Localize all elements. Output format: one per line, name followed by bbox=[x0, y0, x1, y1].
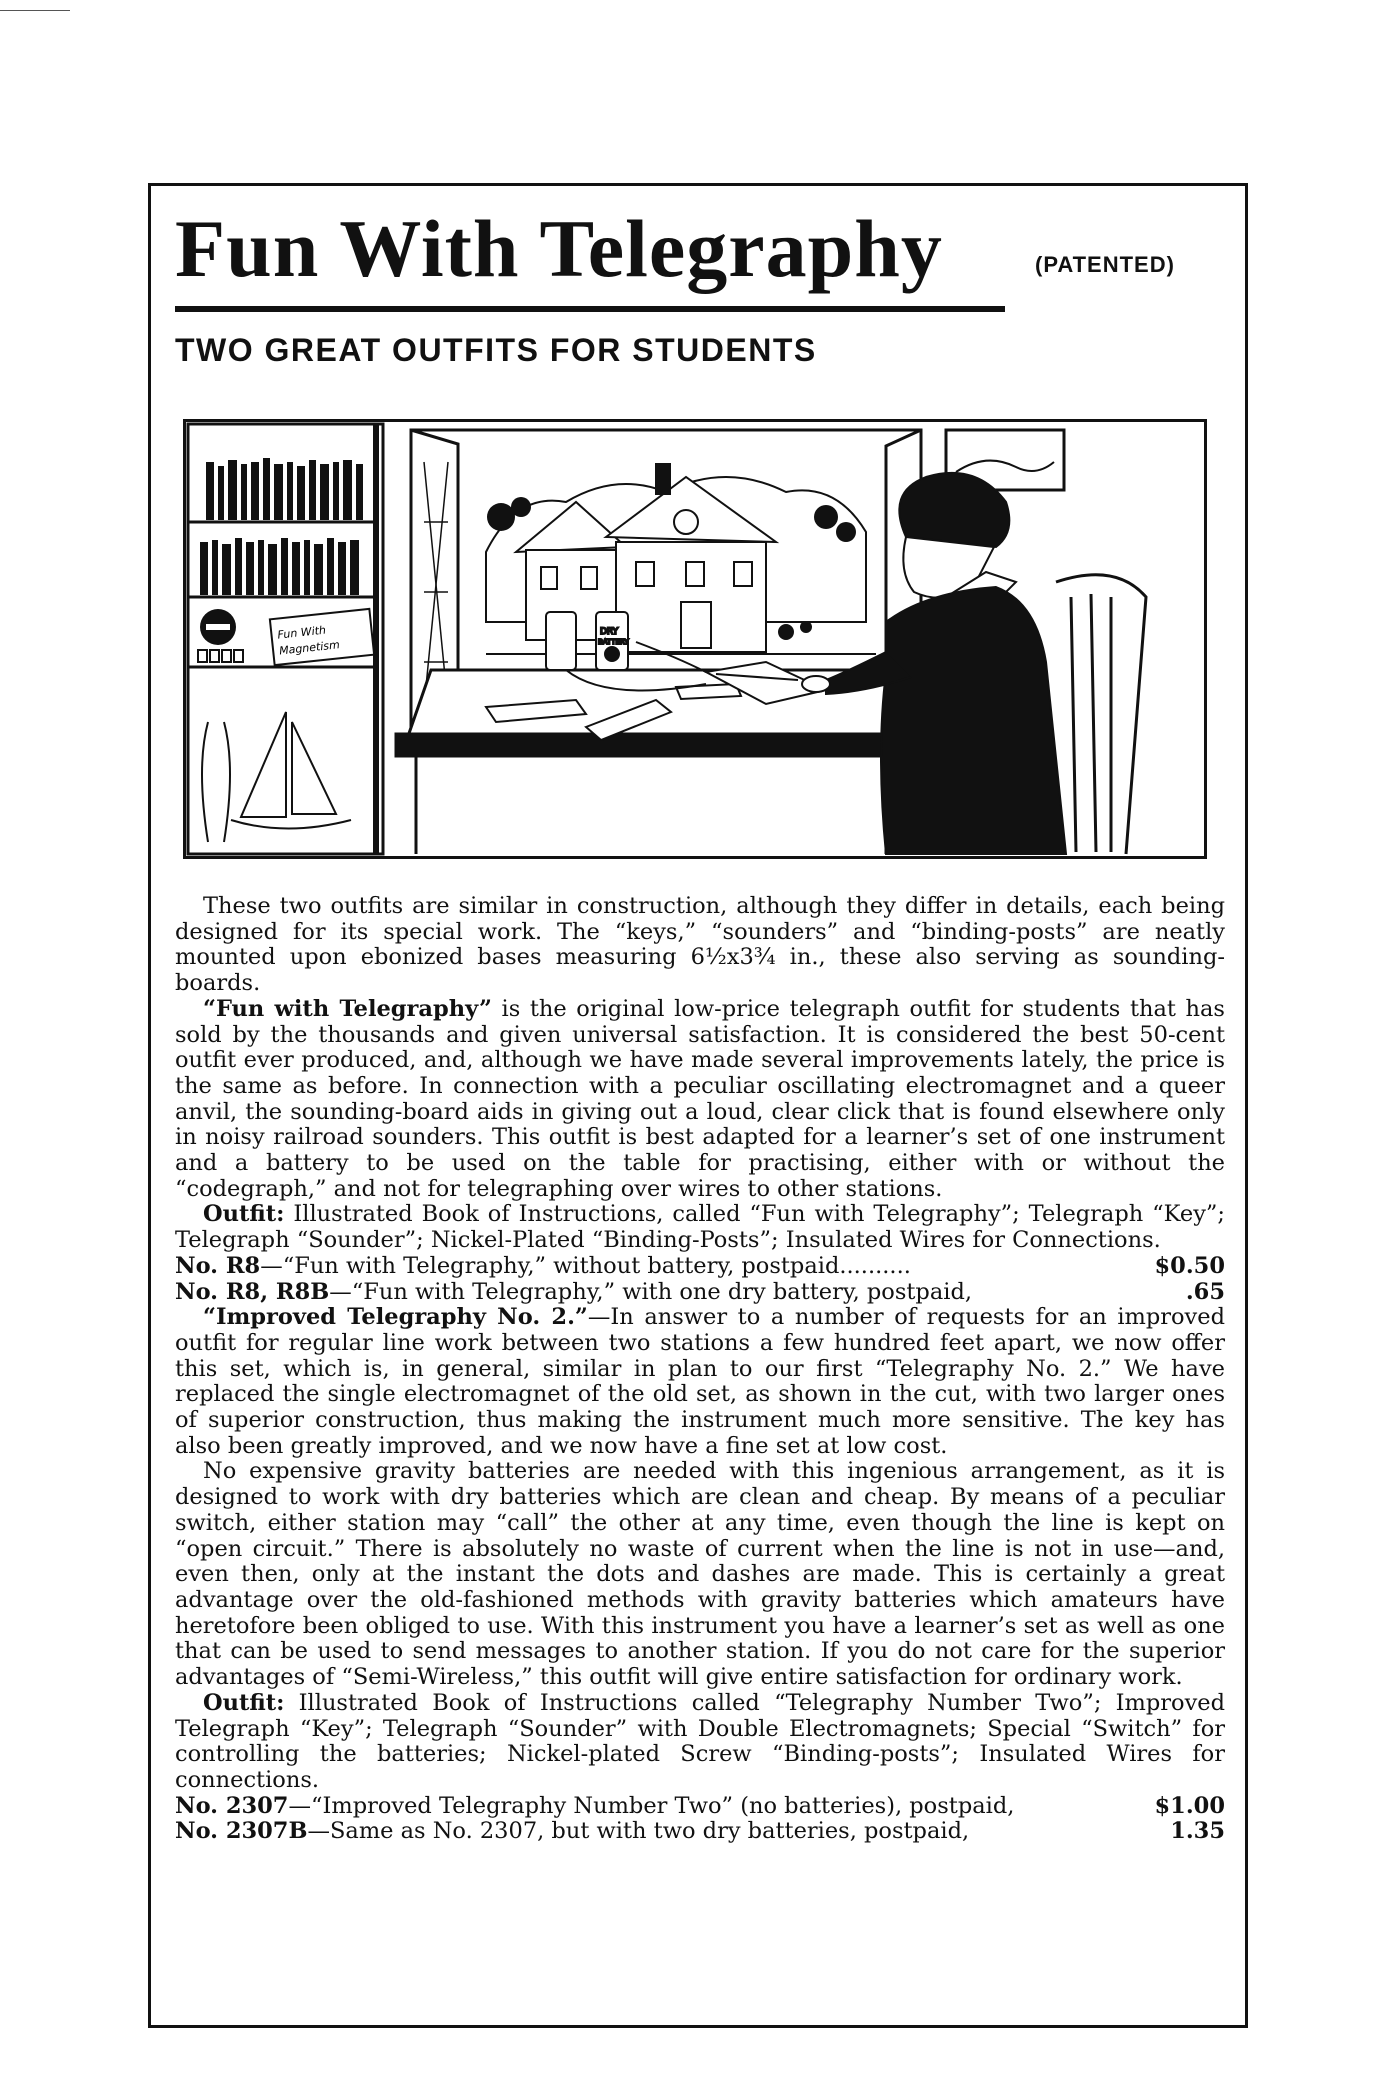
battery-paragraph: No expensive gravity batteries are needed with this ingenious arrangement, as it is designed to work with dry batteries which are clean and cheap. By means of a peculiar switch, either station may “call” the other at any time, even though the line is kept on “open circuit.” There is absolutely no waste of current when the line is not in use—and, even then, only at the instant the dots and dashes are made. This is certainly a great advantage over the old-fashioned methods with gravity batteries which amateurs have heretofore been obliged to use. With this instrument you have a learner’s set as well as one that can be used to send messages to another station. If you do not care for the superior advantages of “Semi-Wireless,” this outfit will give entire satisfaction for ordinary work. bbox=[175, 1458, 1225, 1691]
fun-with-telegraphy-lead: “Fun with Telegraphy” bbox=[203, 995, 492, 1022]
order-2307b-price: 1.35 bbox=[1170, 1818, 1225, 1845]
chair bbox=[1056, 575, 1146, 854]
outfit-2-lead: Outfit: bbox=[203, 1689, 285, 1716]
order-2307-price: $1.00 bbox=[1154, 1792, 1225, 1819]
subheadline: TWO GREAT OUTFITS FOR STUDENTS bbox=[175, 332, 817, 368]
outfit-1-lead: Outfit: bbox=[203, 1201, 285, 1228]
model-sailboat bbox=[202, 712, 351, 842]
books-top-shelf bbox=[206, 458, 363, 520]
intro-paragraph: These two outfits are similar in construction, although they differ in details, each being designed for its special work. The “keys,” “sounders” and “binding-posts” are neatly mounted upon ebonized bases measuring 6½x3¾ in., these also serving as sounding-boards. bbox=[175, 893, 1225, 997]
books-middle-shelf bbox=[200, 538, 359, 595]
page-edge-mark bbox=[0, 10, 70, 11]
order-r8-price: $0.50 bbox=[1154, 1252, 1225, 1279]
order-2307-text: —“Improved Telegraphy Number Two” (no batteries), postpaid, bbox=[288, 1792, 1015, 1819]
headline: Fun With Telegraphy bbox=[175, 203, 943, 294]
illustration-drawing bbox=[186, 422, 1204, 856]
order-line-2307b bbox=[175, 1819, 1225, 1845]
fun-with-telegraphy-text: is the original low-price telegraph outfit for students that has sold by the thousands and given universal satisfaction. It is considered the best 50-cent outfit ever produced, and, although we have made several improvements lately, the price is the same as before. In connection with a peculiar oscillating electromagnet and a queer anvil, the sounding-board aids in giving out a loud, clear click that is found elsewhere only in noisy railroad sounders. This outfit is best adapted for a learner’s set of one instrument and a battery to be used on the table for practising, either with or without the “codegraph,” and not for telegraphing over wires to other stations. bbox=[175, 995, 1225, 1202]
battery-label-2: BATTERY bbox=[598, 638, 629, 646]
advertisement-box bbox=[148, 183, 1248, 2028]
improved-telegraphy-text: —In answer to a number of requests for an improved outfit for regular line work between two stations a few hundred feet apart, we now offer this set, which is, in general, similar in plan to our first “Telegraphy No. 2.” We have replaced the single electromagnet of the old set, as shown in the cut, with two larger ones of superior construction, thus making the instrument much more sensitive. The key has also been greatly improved, and we now have a fine set at low cost. bbox=[175, 1304, 1225, 1459]
house-outside-window bbox=[486, 464, 876, 654]
order-r8-text: —“Fun with Telegraphy,” without battery, postpaid.......... bbox=[260, 1252, 911, 1279]
order-line-r8-desc bbox=[175, 1254, 911, 1280]
order-r8-code: No. R8 bbox=[175, 1252, 261, 1279]
table bbox=[396, 670, 916, 854]
outfit-1-paragraph bbox=[175, 1202, 1225, 1253]
body-text bbox=[175, 894, 1225, 1845]
advertisement-content bbox=[175, 203, 1225, 2007]
order-r8b-price: .65 bbox=[1185, 1278, 1225, 1305]
headline-row bbox=[175, 204, 1221, 302]
outfit-2-paragraph bbox=[175, 1691, 1225, 1794]
headline-rule bbox=[175, 306, 1005, 312]
battery-label-1: DRY bbox=[600, 627, 619, 637]
improved-telegraphy-lead: “Improved Telegraphy No. 2.” bbox=[203, 1304, 588, 1331]
fun-with-telegraphy-paragraph bbox=[175, 997, 1225, 1203]
magnetism-box-label-2: Magnetism bbox=[278, 638, 341, 658]
patented-label: (PATENTED) bbox=[1035, 252, 1175, 277]
order-line-2307b-desc bbox=[175, 1819, 969, 1845]
improved-telegraphy-paragraph bbox=[175, 1305, 1225, 1459]
order-line-r8b-desc bbox=[175, 1280, 972, 1306]
outfit-2-text: Illustrated Book of Instructions called “Telegraphy Number Two”; Improved Telegraph “Key”; Telegraph “Sounder” with Double Electromagnets; Special “Switch” for controlling the batteries; Nickel-plated Screw “Binding-posts”; Insulated Wires for connections. bbox=[175, 1689, 1225, 1793]
order-line-r8b bbox=[175, 1280, 1225, 1306]
order-2307-code: No. 2307 bbox=[175, 1792, 289, 1819]
order-line-2307 bbox=[175, 1794, 1225, 1820]
magnetism-box-label-1: Fun With bbox=[276, 623, 327, 642]
order-r8b-text: —“Fun with Telegraphy,” with one dry battery, postpaid, bbox=[329, 1278, 972, 1305]
fun-with-magnetism-box bbox=[198, 609, 374, 665]
outfit-1-text: Illustrated Book of Instructions, called “Fun with Telegraphy”; Telegraph “Key”; Telegraph “Sounder”; Nickel-Plated “Binding-Posts”; Insulated Wires for Connections. bbox=[175, 1201, 1225, 1254]
order-line-r8 bbox=[175, 1254, 1225, 1280]
order-2307b-text: —Same as No. 2307, but with two dry batteries, postpaid, bbox=[307, 1818, 970, 1845]
order-2307b-code: No. 2307B bbox=[175, 1818, 308, 1845]
order-line-2307-desc bbox=[175, 1794, 1014, 1820]
boy-telegraph-illustration bbox=[183, 419, 1207, 859]
order-r8b-code: No. R8, R8B bbox=[175, 1278, 330, 1305]
